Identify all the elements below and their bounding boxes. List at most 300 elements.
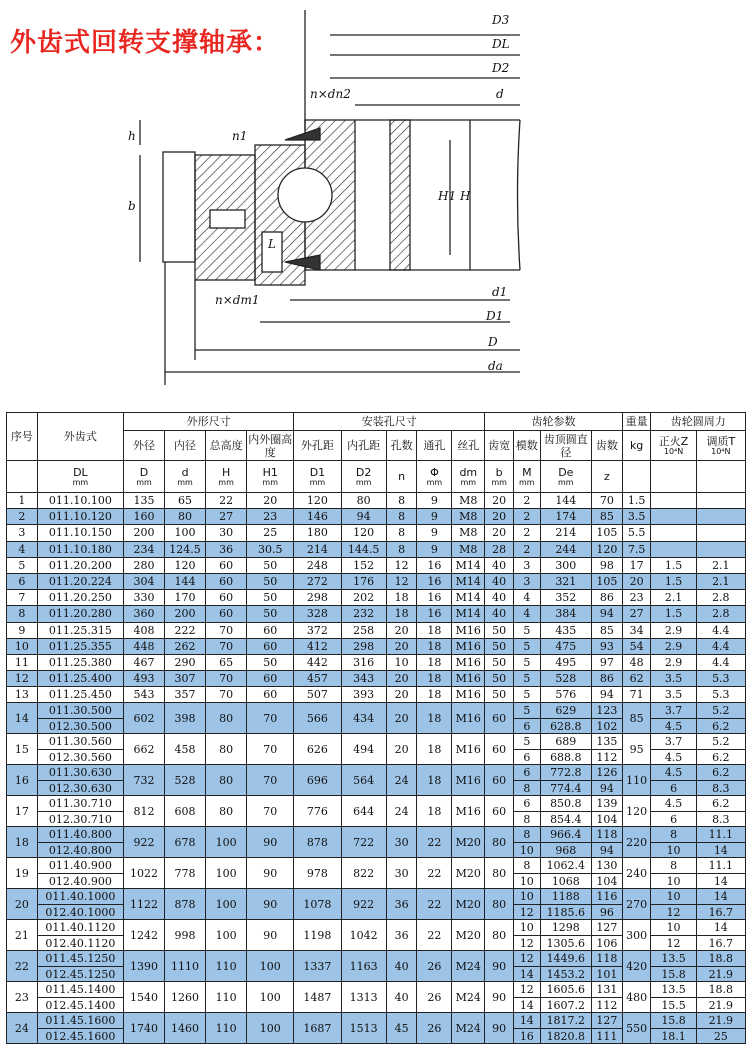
table-row: [7, 525, 746, 541]
cell-H1: 70: [247, 765, 294, 796]
cell-tip-dia: 1820.8: [540, 1028, 591, 1044]
cell-H: 110: [206, 1013, 247, 1044]
table-row: [7, 509, 746, 525]
cell-D2: 1513: [341, 1013, 386, 1044]
cell-seq: 4: [7, 541, 38, 557]
cell-tip-dia: 850.8: [540, 796, 591, 812]
cell-D: 304: [123, 573, 164, 589]
cell-H: 22: [206, 493, 247, 509]
cell-tip-dia: 688.8: [540, 749, 591, 765]
cell-D1: 120: [294, 493, 341, 509]
cell-seq: 17: [7, 796, 38, 827]
cell-b: 90: [485, 951, 514, 982]
cell-H1: 60: [247, 671, 294, 687]
cell-module: 5: [513, 734, 540, 750]
cell-dm: M14: [452, 573, 485, 589]
cell-tip-dia: 1607.2: [540, 997, 591, 1013]
header-force: 齿轮圆周力: [651, 413, 746, 431]
cell-seq: 24: [7, 1013, 38, 1044]
cell-tip-dia: 321: [540, 573, 591, 589]
cell-model: 011.45.1400: [37, 982, 123, 998]
cell-force-temper: 25: [696, 1028, 745, 1044]
cell-model: 011.25.355: [37, 638, 123, 654]
cell-dm: M20: [452, 920, 485, 951]
cell-D1: 328: [294, 606, 341, 622]
cell-D: 812: [123, 796, 164, 827]
cell-kg: 7.5: [622, 541, 651, 557]
cell-D2: 1163: [341, 951, 386, 982]
header-seq: 序号: [7, 413, 38, 461]
cell-H: 100: [206, 889, 247, 920]
cell-d: 290: [165, 654, 206, 670]
cell-b: 80: [485, 920, 514, 951]
cell-kg: 27: [622, 606, 651, 622]
cell-force-temper: 8.3: [696, 780, 745, 796]
cell-teeth: 94: [591, 780, 622, 796]
cell-D1: 626: [294, 734, 341, 765]
cell-module: 8: [513, 811, 540, 827]
cell-force-norm: 3.5: [651, 687, 696, 703]
cell-tip-dia: 1062.4: [540, 858, 591, 874]
cell-force-temper: 6.2: [696, 749, 745, 765]
cell-force-norm: [651, 541, 696, 557]
cell-D2: 722: [341, 827, 386, 858]
sym-H: [206, 461, 247, 493]
cell-kg: 300: [622, 920, 651, 951]
cell-teeth: 94: [591, 842, 622, 858]
cell-dm: M8: [452, 541, 485, 557]
table-row: [7, 493, 746, 509]
cell-tip-dia: 1817.2: [540, 1013, 591, 1029]
cell-D1: 1487: [294, 982, 341, 1013]
cell-H1: 60: [247, 622, 294, 638]
cell-H1: 70: [247, 703, 294, 734]
cell-D: 922: [123, 827, 164, 858]
cell-phi: 18: [417, 622, 452, 638]
header-install: 安装孔尺寸: [294, 413, 485, 431]
cell-H1: 50: [247, 573, 294, 589]
cell-D: 330: [123, 590, 164, 606]
cell-module: 12: [513, 951, 540, 967]
cell-d: 144: [165, 573, 206, 589]
cell-D2: 120: [341, 525, 386, 541]
cell-module: 6: [513, 765, 540, 781]
cell-phi: 9: [417, 509, 452, 525]
cell-H: 110: [206, 982, 247, 1013]
cell-tip-dia: 628.8: [540, 718, 591, 734]
label-H1: H1: [438, 189, 457, 203]
table-row: [7, 557, 746, 573]
temper-label: 调质T: [706, 435, 736, 448]
cell-seq: 6: [7, 573, 38, 589]
sym-D-text: D: [139, 466, 149, 479]
cell-module: 5: [513, 638, 540, 654]
cell-D: 1390: [123, 951, 164, 982]
cell-model: 011.10.180: [37, 541, 123, 557]
cell-seq: 12: [7, 671, 38, 687]
cell-teeth: 96: [591, 904, 622, 920]
cell-force-temper: 4.4: [696, 638, 745, 654]
cell-hn: 12: [386, 573, 417, 589]
ball-element: [278, 168, 332, 222]
cell-teeth: 85: [591, 509, 622, 525]
cell-teeth: 139: [591, 796, 622, 812]
col-module: 模数: [513, 431, 540, 461]
cell-d: 80: [165, 509, 206, 525]
cell-seq: 3: [7, 525, 38, 541]
cell-module: 14: [513, 1013, 540, 1029]
header-weight: 重量: [622, 413, 651, 431]
label-D: D: [488, 335, 498, 349]
cell-model: 011.30.630: [37, 765, 123, 781]
table-row: [7, 951, 746, 967]
cell-hn: 20: [386, 638, 417, 654]
cell-teeth: 130: [591, 858, 622, 874]
cell-teeth: 106: [591, 935, 622, 951]
col-through-hole: 通孔: [417, 431, 452, 461]
cell-teeth: 86: [591, 671, 622, 687]
cell-H1: 20: [247, 493, 294, 509]
cell-dm: M16: [452, 687, 485, 703]
cell-force-temper: 5.2: [696, 703, 745, 719]
cell-d: 262: [165, 638, 206, 654]
cell-module: 2: [513, 525, 540, 541]
cell-tip-dia: 854.4: [540, 811, 591, 827]
table-row: [7, 920, 746, 936]
cell-H: 60: [206, 573, 247, 589]
cell-force-norm: 13.5: [651, 951, 696, 967]
sym-D2: [341, 461, 386, 493]
temper-unit: 10⁴N: [711, 447, 731, 456]
cell-seq: 8: [7, 606, 38, 622]
cell-dm: M16: [452, 671, 485, 687]
cell-seq: 22: [7, 951, 38, 982]
cell-teeth: 98: [591, 557, 622, 573]
cell-D1: 507: [294, 687, 341, 703]
cell-force-temper: 4.4: [696, 654, 745, 670]
cell-model: 011.30.500: [37, 703, 123, 719]
cell-force-norm: 4.5: [651, 749, 696, 765]
cell-force-temper: 18.8: [696, 951, 745, 967]
cell-teeth: 105: [591, 573, 622, 589]
cell-force-norm: 4.5: [651, 718, 696, 734]
cell-model: 012.40.900: [37, 873, 123, 889]
unit-mm: mm: [218, 478, 234, 487]
cell-model: 012.45.1250: [37, 966, 123, 982]
cell-H: 30: [206, 525, 247, 541]
cell-d: 778: [165, 858, 206, 889]
table-row: [7, 889, 746, 905]
cell-kg: 71: [622, 687, 651, 703]
cell-H: 70: [206, 638, 247, 654]
header-outer-dims: 外形尺寸: [123, 413, 293, 431]
label-D1: D1: [486, 309, 504, 323]
table-row: [7, 765, 746, 781]
cell-teeth: 101: [591, 966, 622, 982]
cell-seq: 2: [7, 509, 38, 525]
cell-hn: 20: [386, 622, 417, 638]
sym-z-text: z: [603, 470, 610, 483]
label-nxdn2: n×dn2: [310, 87, 351, 101]
cell-module: 2: [513, 541, 540, 557]
cell-dm: M14: [452, 590, 485, 606]
cell-H1: 100: [247, 1013, 294, 1044]
cell-force-norm: 6: [651, 811, 696, 827]
unit-mm: mm: [309, 478, 326, 487]
sym-norm: [651, 461, 696, 493]
cell-teeth: 97: [591, 654, 622, 670]
cell-force-temper: 6.2: [696, 718, 745, 734]
cell-teeth: 127: [591, 920, 622, 936]
cell-hn: 20: [386, 687, 417, 703]
cell-module: 8: [513, 858, 540, 874]
sym-seq: [7, 461, 38, 493]
col-tooth-width: 齿宽: [485, 431, 514, 461]
sym-De-text: De: [558, 466, 574, 479]
cell-module: 5: [513, 703, 540, 719]
sym-De: [540, 461, 591, 493]
cell-tip-dia: 352: [540, 590, 591, 606]
cell-D: 408: [123, 622, 164, 638]
sym-M-text: M: [522, 466, 532, 479]
sym-phi-text: Φ: [430, 466, 439, 479]
cell-phi: 22: [417, 889, 452, 920]
cell-D2: 822: [341, 858, 386, 889]
cell-phi: 26: [417, 951, 452, 982]
cell-d: 65: [165, 493, 206, 509]
cell-model: 012.30.560: [37, 749, 123, 765]
cell-D1: 696: [294, 765, 341, 796]
cell-tip-dia: 1449.6: [540, 951, 591, 967]
cell-b: 20: [485, 493, 514, 509]
sym-model: [37, 461, 123, 493]
cell-force-temper: 5.2: [696, 734, 745, 750]
cell-H: 60: [206, 606, 247, 622]
cell-dm: M14: [452, 606, 485, 622]
cell-kg: 420: [622, 951, 651, 982]
cell-module: 6: [513, 749, 540, 765]
label-D2: D2: [492, 61, 510, 75]
cell-D: 1740: [123, 1013, 164, 1044]
cell-model: 012.40.1120: [37, 935, 123, 951]
cell-d: 878: [165, 889, 206, 920]
cell-kg: 34: [622, 622, 651, 638]
cell-H: 100: [206, 858, 247, 889]
cell-tip-dia: 214: [540, 525, 591, 541]
cell-teeth: 86: [591, 590, 622, 606]
cell-seq: 11: [7, 654, 38, 670]
table-row: [7, 734, 746, 750]
cell-model: 011.40.1000: [37, 889, 123, 905]
unit-mm: mm: [558, 478, 574, 487]
cell-module: 5: [513, 654, 540, 670]
table-row: [7, 622, 746, 638]
cell-d: 120: [165, 557, 206, 573]
cell-model: 012.30.630: [37, 780, 123, 796]
sym-H1-text: H1: [262, 466, 278, 479]
cell-b: 40: [485, 590, 514, 606]
cell-force-temper: 11.1: [696, 827, 745, 843]
col-thread-hole: 丝孔: [452, 431, 485, 461]
cell-tip-dia: 1068: [540, 873, 591, 889]
cell-hn: 8: [386, 509, 417, 525]
cell-D2: 152: [341, 557, 386, 573]
cell-seq: 1: [7, 493, 38, 509]
cell-seq: 10: [7, 638, 38, 654]
cell-D: 732: [123, 765, 164, 796]
cell-kg: 480: [622, 982, 651, 1013]
table-row: [7, 858, 746, 874]
label-da: da: [488, 359, 503, 373]
cell-kg: 3.5: [622, 509, 651, 525]
header-gear: 齿轮参数: [485, 413, 623, 431]
cell-force-temper: 11.1: [696, 858, 745, 874]
table-row: [7, 796, 746, 812]
cell-model: 012.40.800: [37, 842, 123, 858]
cell-D2: 494: [341, 734, 386, 765]
cell-seq: 18: [7, 827, 38, 858]
cell-force-norm: 4.5: [651, 765, 696, 781]
cell-d: 222: [165, 622, 206, 638]
cell-d: 200: [165, 606, 206, 622]
cell-force-norm: 2.9: [651, 638, 696, 654]
cell-tip-dia: 528: [540, 671, 591, 687]
cell-seq: 15: [7, 734, 38, 765]
cell-dm: M8: [452, 525, 485, 541]
cell-D: 280: [123, 557, 164, 573]
cell-seq: 19: [7, 858, 38, 889]
cell-H1: 90: [247, 858, 294, 889]
cell-force-temper: 14: [696, 873, 745, 889]
cell-D: 234: [123, 541, 164, 557]
cell-tip-dia: 1298: [540, 920, 591, 936]
table-row: [7, 1013, 746, 1029]
cell-tip-dia: 244: [540, 541, 591, 557]
cell-model: 011.20.280: [37, 606, 123, 622]
cell-model: 011.20.224: [37, 573, 123, 589]
cell-module: 14: [513, 966, 540, 982]
cell-D1: 1198: [294, 920, 341, 951]
cell-D: 1022: [123, 858, 164, 889]
cell-D: 200: [123, 525, 164, 541]
cell-D1: 298: [294, 590, 341, 606]
cell-dm: M24: [452, 982, 485, 1013]
cell-D1: 978: [294, 858, 341, 889]
unit-mm: mm: [460, 478, 477, 487]
cell-b: 60: [485, 765, 514, 796]
sym-kg: [622, 461, 651, 493]
col-outer-hole: 外孔距: [294, 431, 341, 461]
sym-D2-text: D2: [355, 466, 372, 479]
cell-tip-dia: 300: [540, 557, 591, 573]
cell-d: 678: [165, 827, 206, 858]
cell-teeth: 126: [591, 765, 622, 781]
cell-force-temper: 18.8: [696, 982, 745, 998]
cell-kg: 17: [622, 557, 651, 573]
cell-force-temper: 16.7: [696, 904, 745, 920]
col-hole-count: 孔数: [386, 431, 417, 461]
cell-kg: 110: [622, 765, 651, 796]
cell-kg: 120: [622, 796, 651, 827]
header-row-symbols: [7, 461, 746, 493]
cell-D2: 232: [341, 606, 386, 622]
cell-force-norm: 13.5: [651, 982, 696, 998]
cell-teeth: 118: [591, 827, 622, 843]
cell-force-temper: 21.9: [696, 966, 745, 982]
cell-D: 1122: [123, 889, 164, 920]
cell-tip-dia: 1185.6: [540, 904, 591, 920]
cell-D2: 644: [341, 796, 386, 827]
cell-b: 40: [485, 573, 514, 589]
cell-D: 360: [123, 606, 164, 622]
cell-force-temper: 5.3: [696, 687, 745, 703]
cell-d: 998: [165, 920, 206, 951]
cell-phi: 26: [417, 1013, 452, 1044]
cell-D2: 564: [341, 765, 386, 796]
cell-hn: 24: [386, 796, 417, 827]
cell-tip-dia: 689: [540, 734, 591, 750]
cell-phi: 18: [417, 654, 452, 670]
cell-teeth: 104: [591, 873, 622, 889]
cell-tip-dia: 576: [540, 687, 591, 703]
cell-b: 80: [485, 858, 514, 889]
cell-H1: 100: [247, 982, 294, 1013]
label-H: H: [460, 189, 471, 203]
cell-H: 80: [206, 796, 247, 827]
cell-teeth: 127: [591, 1013, 622, 1029]
cell-b: 60: [485, 796, 514, 827]
unit-mm: mm: [177, 478, 193, 487]
sym-D1: [294, 461, 341, 493]
cell-H1: 70: [247, 734, 294, 765]
cell-phi: 22: [417, 858, 452, 889]
cell-D1: 1687: [294, 1013, 341, 1044]
norm-label: 正火Z: [658, 435, 689, 448]
cell-dm: M14: [452, 557, 485, 573]
cell-hn: 20: [386, 671, 417, 687]
cell-H: 60: [206, 557, 247, 573]
cell-teeth: 116: [591, 889, 622, 905]
label-L: L: [268, 237, 276, 251]
cell-module: 4: [513, 606, 540, 622]
cell-model: 011.10.150: [37, 525, 123, 541]
cell-H: 70: [206, 687, 247, 703]
cell-b: 90: [485, 1013, 514, 1044]
cell-model: 012.40.1000: [37, 904, 123, 920]
cell-D1: 878: [294, 827, 341, 858]
sym-model-text: DL: [73, 466, 88, 479]
cell-dm: M16: [452, 638, 485, 654]
cell-module: 8: [513, 827, 540, 843]
cell-dm: M16: [452, 796, 485, 827]
cell-H1: 70: [247, 796, 294, 827]
cell-b: 80: [485, 889, 514, 920]
cell-model: 011.10.100: [37, 493, 123, 509]
header-row-groups: [7, 413, 746, 431]
cell-H: 70: [206, 671, 247, 687]
cell-teeth: 112: [591, 997, 622, 1013]
cell-force-temper: 14: [696, 842, 745, 858]
cell-force-temper: 5.3: [696, 671, 745, 687]
cell-d: 1460: [165, 1013, 206, 1044]
table-row: [7, 687, 746, 703]
cell-H: 80: [206, 703, 247, 734]
cell-hn: 36: [386, 920, 417, 951]
cell-module: 8: [513, 780, 540, 796]
cell-force-norm: 15.8: [651, 1013, 696, 1029]
cell-d: 1110: [165, 951, 206, 982]
cell-H: 110: [206, 951, 247, 982]
